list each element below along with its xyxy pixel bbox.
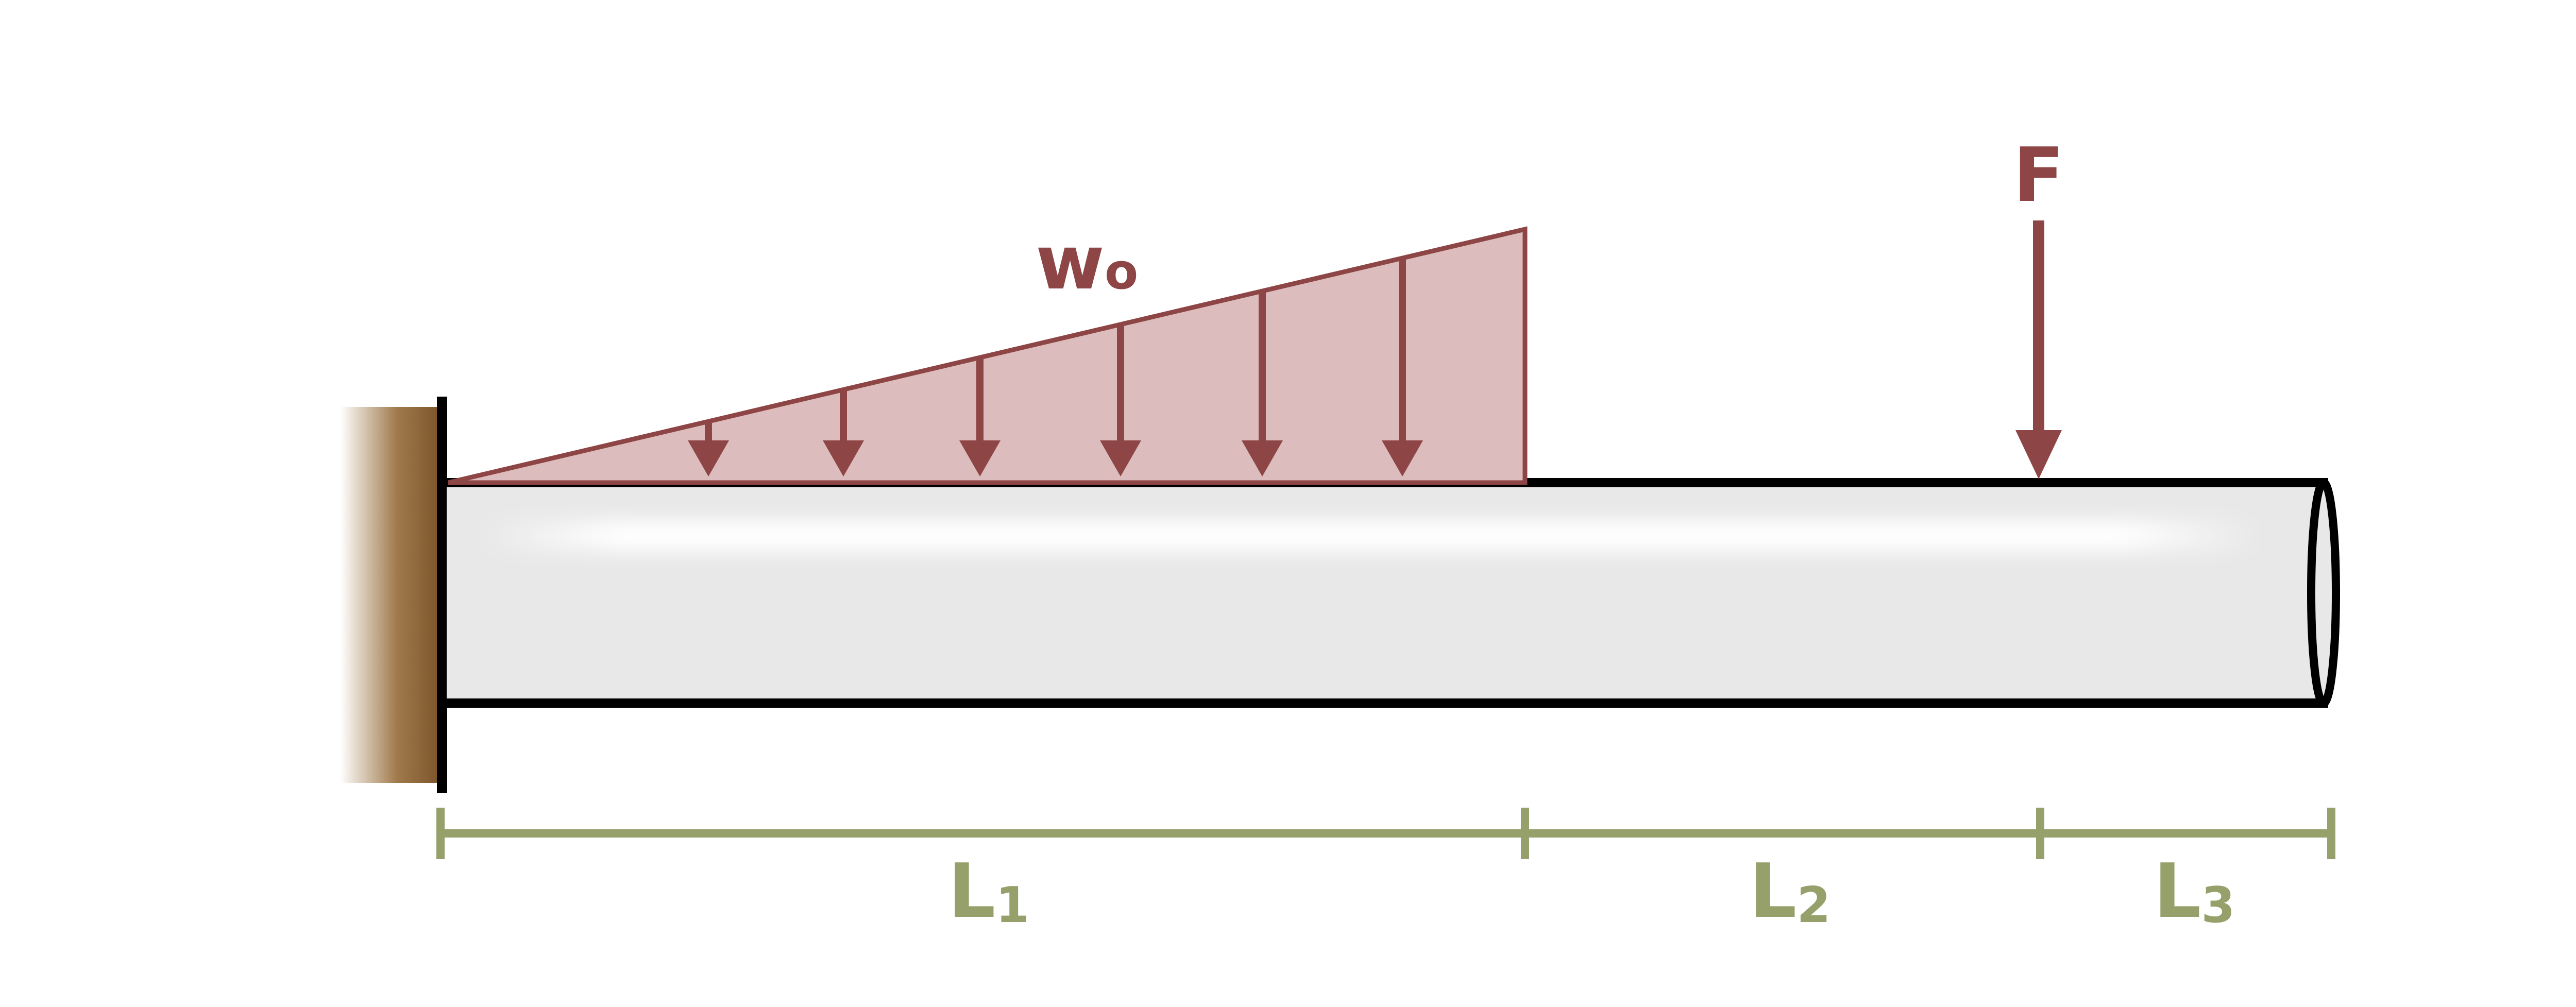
dimension-labels <box>948 848 2235 935</box>
length-label-2: L2 <box>1749 848 1831 935</box>
wall-hatch <box>340 407 443 783</box>
beam-end-face <box>2311 483 2336 703</box>
beam-highlight <box>479 520 2262 551</box>
beam-body <box>442 483 2324 703</box>
force-arrowhead <box>2015 430 2062 479</box>
length-label-1: L1 <box>948 848 1030 935</box>
dimensions <box>440 808 2331 859</box>
distributed-load <box>448 219 1525 483</box>
force-label: F <box>2013 132 2064 219</box>
load-intensity-label: wo <box>1036 219 1139 306</box>
fixed-support <box>340 397 443 793</box>
length-label-3: L3 <box>2154 848 2235 935</box>
beam <box>442 483 2336 703</box>
point-force <box>2013 132 2064 479</box>
